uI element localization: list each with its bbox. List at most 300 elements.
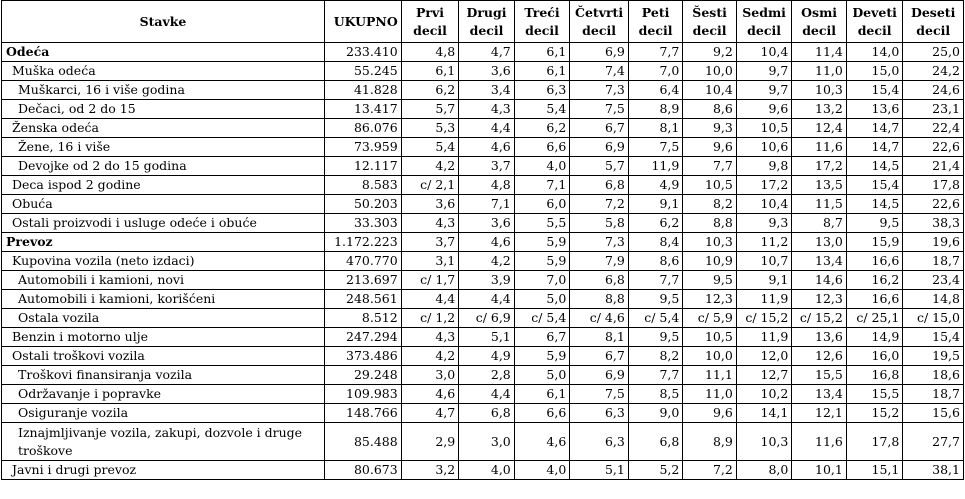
decile-3-cell: 6,3 [514, 81, 570, 100]
decile-10-cell: 14,8 [903, 290, 964, 309]
decile-10-cell: 19,6 [903, 233, 964, 252]
decile-9-cell: 14,9 [846, 328, 903, 347]
decile-2-cell: 7,1 [459, 195, 515, 214]
decile-6-cell: 10,4 [683, 81, 737, 100]
row-label: Iznajmljivanje vozila, zakupi, dozvole i druge troškove [2, 423, 325, 461]
decile-4-cell: 6,9 [570, 138, 629, 157]
header-decile-6: Šesti decil [683, 1, 737, 43]
decile-10-cell: 15,4 [903, 328, 964, 347]
decile-4-cell: 6,8 [570, 176, 629, 195]
decile-2-cell: 4,6 [459, 138, 515, 157]
row-total: 247.294 [325, 328, 402, 347]
table-row [2, 214, 964, 233]
table-row [2, 43, 964, 62]
decile-6-cell: 10,9 [683, 252, 737, 271]
expenditure-table [1, 0, 964, 480]
decile-10-cell: 21,4 [903, 157, 964, 176]
decile-6-cell: 8,6 [683, 100, 737, 119]
decile-2-cell: 4,4 [459, 290, 515, 309]
decile-5-cell: 7,0 [628, 62, 683, 81]
decile-7-cell: 10,4 [736, 43, 792, 62]
table-row [2, 195, 964, 214]
decile-5-cell: 9,5 [628, 328, 683, 347]
decile-4-cell: 6,7 [570, 347, 629, 366]
decile-6-cell: 10,0 [683, 347, 737, 366]
decile-8-cell: 11,6 [792, 138, 847, 157]
decile-1-cell: 2,9 [401, 423, 459, 461]
row-total: 55.245 [325, 62, 402, 81]
row-label: Kupovina vozila (neto izdaci) [2, 252, 325, 271]
table-body [2, 43, 964, 480]
decile-1-cell: c/ 2,1 [401, 176, 459, 195]
row-label: Devojke od 2 do 15 godina [2, 157, 325, 176]
row-total: 50.203 [325, 195, 402, 214]
decile-5-cell: 6,8 [628, 423, 683, 461]
decile-2-cell: 4,3 [459, 100, 515, 119]
decile-9-cell: 15,4 [846, 81, 903, 100]
decile-7-cell: 9,6 [736, 100, 792, 119]
table-row [2, 461, 964, 480]
decile-4-cell: 7,5 [570, 100, 629, 119]
decile-5-cell: 8,4 [628, 233, 683, 252]
row-label: Prevoz [2, 233, 325, 252]
decile-5-cell: 8,5 [628, 385, 683, 404]
decile-8-cell: 12,3 [792, 290, 847, 309]
row-total: 13.417 [325, 100, 402, 119]
decile-9-cell: 14,5 [846, 195, 903, 214]
table-row [2, 328, 964, 347]
decile-7-cell: c/ 15,2 [736, 309, 792, 328]
decile-9-cell: 14,0 [846, 43, 903, 62]
decile-8-cell: 11,5 [792, 195, 847, 214]
decile-3-cell: 6,2 [514, 119, 570, 138]
decile-7-cell: 9,7 [736, 62, 792, 81]
decile-8-cell: 11,0 [792, 62, 847, 81]
decile-1-cell: 4,2 [401, 157, 459, 176]
decile-6-cell: 7,2 [683, 461, 737, 480]
decile-3-cell: 6,7 [514, 328, 570, 347]
decile-8-cell: 13,2 [792, 100, 847, 119]
decile-5-cell: 8,2 [628, 347, 683, 366]
row-total: 470.770 [325, 252, 402, 271]
decile-4-cell: 6,7 [570, 119, 629, 138]
row-total: 85.488 [325, 423, 402, 461]
decile-9-cell: 15,2 [846, 404, 903, 423]
decile-4-cell: 7,3 [570, 81, 629, 100]
row-label: Muškarci, 16 i više godina [2, 81, 325, 100]
header-decile-7: Sedmi decil [736, 1, 792, 43]
decile-3-cell: 5,5 [514, 214, 570, 233]
decile-5-cell: 9,1 [628, 195, 683, 214]
decile-7-cell: 10,5 [736, 119, 792, 138]
decile-5-cell: 4,9 [628, 176, 683, 195]
decile-1-cell: 3,6 [401, 195, 459, 214]
decile-8-cell: 14,6 [792, 271, 847, 290]
decile-10-cell: 24,6 [903, 81, 964, 100]
row-label: Javni i drugi prevoz [2, 461, 325, 480]
decile-8-cell: 12,1 [792, 404, 847, 423]
decile-6-cell: 11,0 [683, 385, 737, 404]
decile-5-cell: 7,7 [628, 366, 683, 385]
decile-2-cell: 4,8 [459, 176, 515, 195]
decile-7-cell: 8,0 [736, 461, 792, 480]
decile-10-cell: 22,6 [903, 195, 964, 214]
decile-3-cell: 4,6 [514, 423, 570, 461]
table-row [2, 138, 964, 157]
header-decile-5: Peti decil [628, 1, 683, 43]
decile-6-cell: 8,2 [683, 195, 737, 214]
decile-3-cell: 6,6 [514, 404, 570, 423]
header-decile-9: Deveti decil [846, 1, 903, 43]
decile-2-cell: 4,7 [459, 43, 515, 62]
table-row [2, 366, 964, 385]
decile-1-cell: 3,1 [401, 252, 459, 271]
decile-9-cell: 16,6 [846, 290, 903, 309]
decile-9-cell: 15,5 [846, 385, 903, 404]
decile-1-cell: 4,3 [401, 214, 459, 233]
decile-3-cell: 5,9 [514, 252, 570, 271]
row-label: Ostala vozila [2, 309, 325, 328]
decile-9-cell: 14,5 [846, 157, 903, 176]
decile-5-cell: c/ 5,4 [628, 309, 683, 328]
decile-4-cell: 5,7 [570, 157, 629, 176]
row-total: 248.561 [325, 290, 402, 309]
table-row [2, 176, 964, 195]
decile-5-cell: 6,2 [628, 214, 683, 233]
decile-5-cell: 9,5 [628, 290, 683, 309]
table-row [2, 347, 964, 366]
row-total: 8.512 [325, 309, 402, 328]
decile-8-cell: 12,4 [792, 119, 847, 138]
decile-3-cell: 5,4 [514, 100, 570, 119]
decile-6-cell: c/ 5,9 [683, 309, 737, 328]
decile-8-cell: 11,6 [792, 423, 847, 461]
decile-4-cell: 7,5 [570, 385, 629, 404]
decile-1-cell: 4,8 [401, 43, 459, 62]
decile-10-cell: 38,1 [903, 461, 964, 480]
decile-7-cell: 10,4 [736, 195, 792, 214]
decile-3-cell: 6,1 [514, 43, 570, 62]
decile-7-cell: 10,3 [736, 423, 792, 461]
decile-2-cell: 3,6 [459, 214, 515, 233]
decile-5-cell: 8,1 [628, 119, 683, 138]
row-total: 73.959 [325, 138, 402, 157]
row-label: Odeća [2, 43, 325, 62]
decile-2-cell: 4,2 [459, 252, 515, 271]
row-label: Ženska odeća [2, 119, 325, 138]
decile-3-cell: c/ 5,4 [514, 309, 570, 328]
row-label: Automobili i kamioni, korišćeni [2, 290, 325, 309]
decile-5-cell: 6,4 [628, 81, 683, 100]
decile-8-cell: 10,3 [792, 81, 847, 100]
decile-7-cell: 9,8 [736, 157, 792, 176]
row-label: Obuća [2, 195, 325, 214]
row-label: Automobili i kamioni, novi [2, 271, 325, 290]
decile-8-cell: 12,6 [792, 347, 847, 366]
decile-4-cell: 6,8 [570, 271, 629, 290]
decile-6-cell: 10,3 [683, 233, 737, 252]
decile-10-cell: 23,1 [903, 100, 964, 119]
decile-9-cell: 14,7 [846, 119, 903, 138]
decile-1-cell: 3,0 [401, 366, 459, 385]
decile-3-cell: 5,9 [514, 233, 570, 252]
row-total: 12.117 [325, 157, 402, 176]
decile-10-cell: 23,4 [903, 271, 964, 290]
decile-4-cell: 7,2 [570, 195, 629, 214]
decile-1-cell: 5,4 [401, 138, 459, 157]
decile-6-cell: 9,3 [683, 119, 737, 138]
decile-3-cell: 6,1 [514, 385, 570, 404]
decile-6-cell: 9,6 [683, 138, 737, 157]
decile-2-cell: 4,0 [459, 461, 515, 480]
decile-7-cell: 11,9 [736, 290, 792, 309]
decile-1-cell: 4,4 [401, 290, 459, 309]
decile-9-cell: 17,8 [846, 423, 903, 461]
header-decile-3: Treći decil [514, 1, 570, 43]
table-row [2, 233, 964, 252]
row-label: Troškovi finansiranja vozila [2, 366, 325, 385]
decile-9-cell: 16,6 [846, 252, 903, 271]
decile-6-cell: 10,0 [683, 62, 737, 81]
decile-8-cell: 13,6 [792, 328, 847, 347]
decile-5-cell: 9,0 [628, 404, 683, 423]
decile-4-cell: 7,3 [570, 233, 629, 252]
decile-2-cell: 3,0 [459, 423, 515, 461]
row-label: Benzin i motorno ulje [2, 328, 325, 347]
header-ukupno: UKUPNO [325, 1, 402, 43]
decile-4-cell: 6,9 [570, 43, 629, 62]
decile-3-cell: 6,1 [514, 62, 570, 81]
row-total: 373.486 [325, 347, 402, 366]
decile-2-cell: 4,4 [459, 385, 515, 404]
decile-9-cell: 16,0 [846, 347, 903, 366]
decile-5-cell: 8,6 [628, 252, 683, 271]
decile-2-cell: 4,4 [459, 119, 515, 138]
decile-4-cell: 6,9 [570, 366, 629, 385]
decile-2-cell: 3,9 [459, 271, 515, 290]
decile-5-cell: 7,5 [628, 138, 683, 157]
row-total: 109.983 [325, 385, 402, 404]
decile-8-cell: 15,5 [792, 366, 847, 385]
decile-3-cell: 5,9 [514, 347, 570, 366]
table-row [2, 423, 964, 461]
decile-7-cell: 10,6 [736, 138, 792, 157]
decile-6-cell: 10,5 [683, 328, 737, 347]
decile-4-cell: 6,3 [570, 423, 629, 461]
table-row [2, 404, 964, 423]
table-row [2, 309, 964, 328]
decile-7-cell: 12,0 [736, 347, 792, 366]
decile-4-cell: 5,1 [570, 461, 629, 480]
decile-3-cell: 7,0 [514, 271, 570, 290]
decile-1-cell: 6,2 [401, 81, 459, 100]
decile-9-cell: 13,6 [846, 100, 903, 119]
decile-3-cell: 5,0 [514, 366, 570, 385]
table-row [2, 81, 964, 100]
decile-10-cell: 38,3 [903, 214, 964, 233]
decile-7-cell: 10,7 [736, 252, 792, 271]
row-total: 80.673 [325, 461, 402, 480]
row-label: Muška odeća [2, 62, 325, 81]
decile-10-cell: 24,2 [903, 62, 964, 81]
decile-2-cell: 5,1 [459, 328, 515, 347]
decile-7-cell: 11,2 [736, 233, 792, 252]
decile-5-cell: 11,9 [628, 157, 683, 176]
decile-3-cell: 5,0 [514, 290, 570, 309]
decile-8-cell: 13,4 [792, 385, 847, 404]
row-total: 33.303 [325, 214, 402, 233]
table-row [2, 100, 964, 119]
decile-2-cell: 4,6 [459, 233, 515, 252]
decile-7-cell: 17,2 [736, 176, 792, 195]
decile-3-cell: 7,1 [514, 176, 570, 195]
decile-7-cell: 9,7 [736, 81, 792, 100]
decile-5-cell: 5,2 [628, 461, 683, 480]
table-row [2, 271, 964, 290]
decile-4-cell: 7,9 [570, 252, 629, 271]
table-row [2, 385, 964, 404]
row-total: 233.410 [325, 43, 402, 62]
decile-6-cell: 10,5 [683, 176, 737, 195]
decile-10-cell: 19,5 [903, 347, 964, 366]
header-decile-2: Drugi decil [459, 1, 515, 43]
decile-10-cell: 25,0 [903, 43, 964, 62]
decile-8-cell: 8,7 [792, 214, 847, 233]
decile-2-cell: 3,7 [459, 157, 515, 176]
decile-7-cell: 10,2 [736, 385, 792, 404]
decile-5-cell: 8,9 [628, 100, 683, 119]
decile-1-cell: 6,1 [401, 62, 459, 81]
table-row [2, 62, 964, 81]
decile-1-cell: 4,6 [401, 385, 459, 404]
table-row [2, 157, 964, 176]
decile-9-cell: c/ 25,1 [846, 309, 903, 328]
decile-8-cell: 17,2 [792, 157, 847, 176]
decile-2-cell: 6,8 [459, 404, 515, 423]
header-stavke: Stavke [2, 1, 325, 43]
decile-4-cell: 6,3 [570, 404, 629, 423]
decile-7-cell: 9,1 [736, 271, 792, 290]
decile-2-cell: 3,6 [459, 62, 515, 81]
decile-8-cell: 13,0 [792, 233, 847, 252]
row-label: Dečaci, od 2 do 15 [2, 100, 325, 119]
table-row [2, 252, 964, 271]
decile-4-cell: 8,8 [570, 290, 629, 309]
decile-9-cell: 9,5 [846, 214, 903, 233]
decile-9-cell: 15,0 [846, 62, 903, 81]
table-row [2, 119, 964, 138]
decile-4-cell: c/ 4,6 [570, 309, 629, 328]
decile-1-cell: c/ 1,2 [401, 309, 459, 328]
row-total: 41.828 [325, 81, 402, 100]
decile-9-cell: 14,7 [846, 138, 903, 157]
decile-9-cell: 16,2 [846, 271, 903, 290]
row-total: 8.583 [325, 176, 402, 195]
header-decile-10: Deseti decil [903, 1, 964, 43]
decile-9-cell: 15,4 [846, 176, 903, 195]
decile-6-cell: 9,5 [683, 271, 737, 290]
row-label: Održavanje i popravke [2, 385, 325, 404]
decile-8-cell: 11,4 [792, 43, 847, 62]
row-total: 1.172.223 [325, 233, 402, 252]
decile-3-cell: 6,0 [514, 195, 570, 214]
decile-1-cell: 4,2 [401, 347, 459, 366]
decile-10-cell: 22,6 [903, 138, 964, 157]
decile-5-cell: 7,7 [628, 43, 683, 62]
decile-7-cell: 9,3 [736, 214, 792, 233]
decile-8-cell: c/ 15,2 [792, 309, 847, 328]
decile-8-cell: 10,1 [792, 461, 847, 480]
decile-4-cell: 7,4 [570, 62, 629, 81]
decile-10-cell: 17,8 [903, 176, 964, 195]
header-decile-4: Četvrti decil [570, 1, 629, 43]
decile-10-cell: 15,6 [903, 404, 964, 423]
decile-1-cell: 5,7 [401, 100, 459, 119]
decile-10-cell: 18,7 [903, 252, 964, 271]
header-decile-8: Osmi decil [792, 1, 847, 43]
decile-3-cell: 6,6 [514, 138, 570, 157]
row-total: 29.248 [325, 366, 402, 385]
decile-1-cell: 3,7 [401, 233, 459, 252]
decile-6-cell: 9,2 [683, 43, 737, 62]
decile-10-cell: 18,6 [903, 366, 964, 385]
decile-1-cell: 3,2 [401, 461, 459, 480]
decile-8-cell: 13,5 [792, 176, 847, 195]
decile-9-cell: 16,8 [846, 366, 903, 385]
decile-6-cell: 11,1 [683, 366, 737, 385]
decile-8-cell: 13,4 [792, 252, 847, 271]
row-label: Ostali troškovi vozila [2, 347, 325, 366]
row-total: 86.076 [325, 119, 402, 138]
decile-9-cell: 15,1 [846, 461, 903, 480]
table-row [2, 290, 964, 309]
decile-10-cell: 27,7 [903, 423, 964, 461]
row-label: Žene, 16 i više [2, 138, 325, 157]
decile-6-cell: 8,8 [683, 214, 737, 233]
decile-10-cell: 18,7 [903, 385, 964, 404]
decile-1-cell: 5,3 [401, 119, 459, 138]
decile-6-cell: 7,7 [683, 157, 737, 176]
decile-6-cell: 8,9 [683, 423, 737, 461]
row-label: Ostali proizvodi i usluge odeće i obuće [2, 214, 325, 233]
decile-2-cell: c/ 6,9 [459, 309, 515, 328]
decile-1-cell: 4,7 [401, 404, 459, 423]
row-label: Deca ispod 2 godine [2, 176, 325, 195]
decile-10-cell: c/ 15,0 [903, 309, 964, 328]
row-total: 213.697 [325, 271, 402, 290]
header-row [2, 1, 964, 43]
decile-10-cell: 22,4 [903, 119, 964, 138]
decile-3-cell: 4,0 [514, 157, 570, 176]
decile-6-cell: 12,3 [683, 290, 737, 309]
decile-6-cell: 9,6 [683, 404, 737, 423]
decile-2-cell: 2,8 [459, 366, 515, 385]
decile-1-cell: c/ 1,7 [401, 271, 459, 290]
decile-1-cell: 4,3 [401, 328, 459, 347]
decile-7-cell: 14,1 [736, 404, 792, 423]
decile-5-cell: 7,7 [628, 271, 683, 290]
decile-4-cell: 8,1 [570, 328, 629, 347]
decile-4-cell: 5,8 [570, 214, 629, 233]
row-label: Osiguranje vozila [2, 404, 325, 423]
decile-7-cell: 11,9 [736, 328, 792, 347]
decile-2-cell: 4,9 [459, 347, 515, 366]
decile-2-cell: 3,4 [459, 81, 515, 100]
decile-9-cell: 15,9 [846, 233, 903, 252]
decile-3-cell: 4,0 [514, 461, 570, 480]
row-total: 148.766 [325, 404, 402, 423]
header-decile-1: Prvi decil [401, 1, 459, 43]
